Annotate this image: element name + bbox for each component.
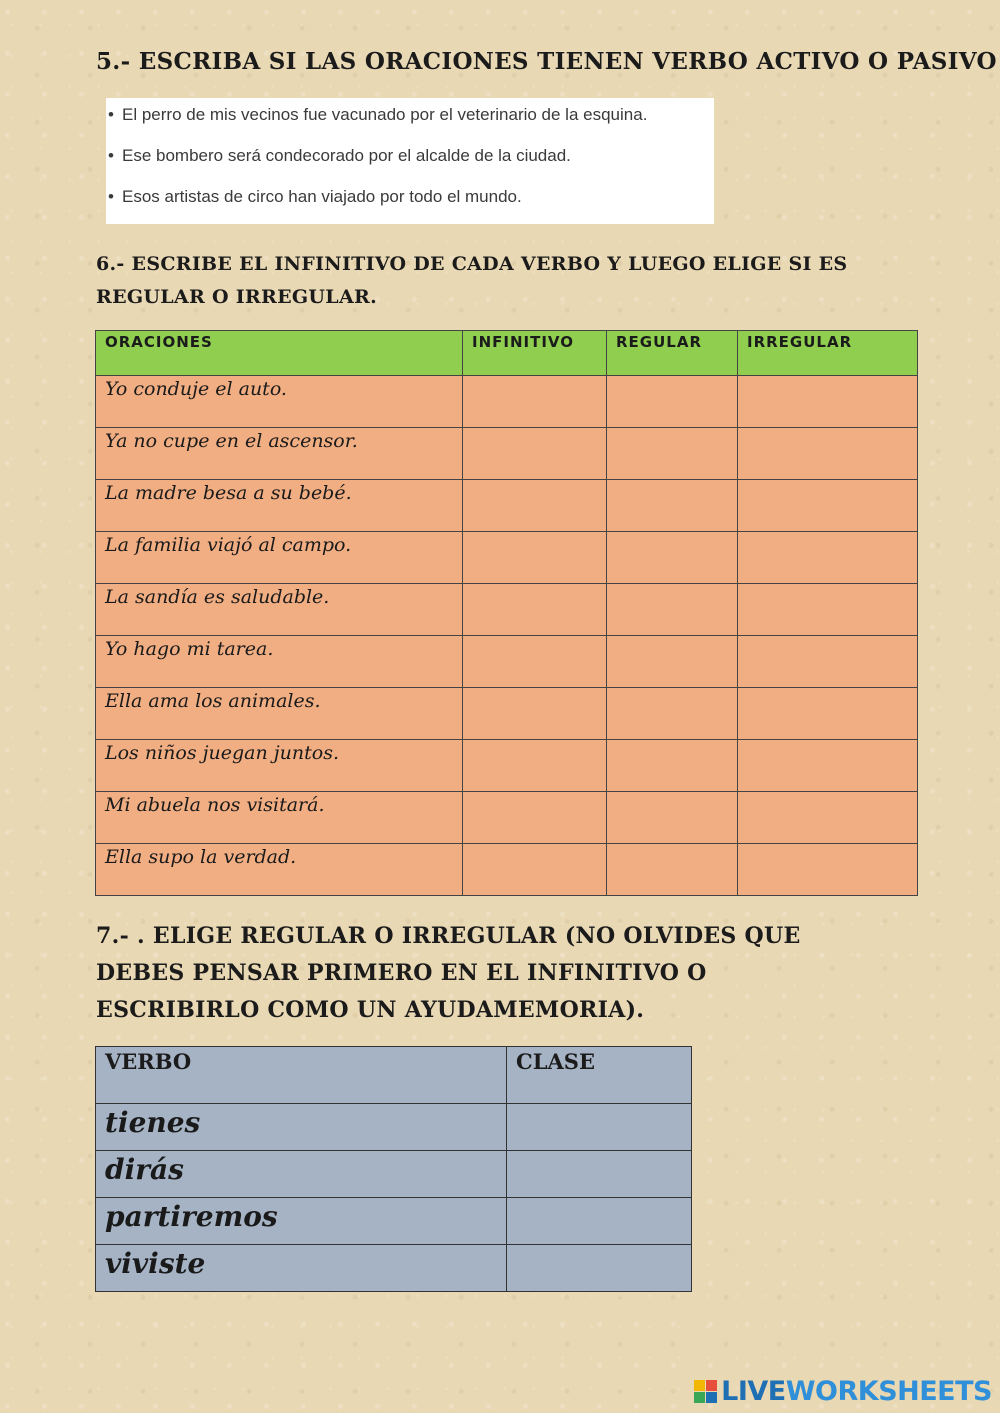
irregular-answer-cell[interactable] — [738, 428, 918, 480]
regular-answer-cell[interactable] — [607, 740, 738, 792]
table-row — [96, 480, 918, 532]
table-row — [96, 636, 918, 688]
table-row — [96, 1245, 692, 1292]
list-item: • El perro de mis vecinos fue vacunado por el veterinario de la esquina. — [106, 104, 714, 145]
list-item: • Esos artistas de circo han viajado por todo el mundo. — [106, 186, 714, 227]
regular-answer-cell[interactable] — [607, 688, 738, 740]
column-header-oraciones: ORACIONES — [96, 331, 463, 376]
regular-answer-cell[interactable] — [607, 792, 738, 844]
irregular-answer-cell[interactable] — [738, 584, 918, 636]
table-row — [96, 428, 918, 480]
irregular-answer-cell[interactable] — [738, 480, 918, 532]
verb-cell: dirás — [96, 1151, 507, 1198]
irregular-answer-cell[interactable] — [738, 740, 918, 792]
sentence-cell: Mi abuela nos visitará. — [96, 792, 463, 844]
irregular-answer-cell[interactable] — [738, 844, 918, 896]
sentence-cell: La madre besa a su bebé. — [96, 480, 463, 532]
regular-answer-cell[interactable] — [607, 584, 738, 636]
sentence-cell: Yo conduje el auto. — [96, 376, 463, 428]
infinitive-answer-cell[interactable] — [463, 584, 607, 636]
table-row — [96, 688, 918, 740]
verb-class-table — [95, 1046, 692, 1292]
verb-infinitive-table — [95, 330, 918, 896]
infinitive-answer-cell[interactable] — [463, 792, 607, 844]
infinitive-answer-cell[interactable] — [463, 428, 607, 480]
irregular-answer-cell[interactable] — [738, 636, 918, 688]
section6-heading: 6.- ESCRIBE EL INFINITIVO DE CADA VERBO Y LUEGO ELIGE SI ES REGULAR O IRREGULAR. — [96, 253, 848, 308]
table-row — [96, 1151, 692, 1198]
class-answer-cell[interactable] — [507, 1151, 692, 1198]
sentence-cell: Yo hago mi tarea. — [96, 636, 463, 688]
irregular-answer-cell[interactable] — [738, 532, 918, 584]
irregular-answer-cell[interactable] — [738, 376, 918, 428]
sentence-cell: La familia viajó al campo. — [96, 532, 463, 584]
regular-answer-cell[interactable] — [607, 532, 738, 584]
column-header-clase: CLASE — [507, 1047, 692, 1104]
infinitive-answer-cell[interactable] — [463, 532, 607, 584]
class-answer-cell[interactable] — [507, 1198, 692, 1245]
infinitive-answer-cell[interactable] — [463, 844, 607, 896]
column-header-regular: REGULAR — [607, 331, 738, 376]
regular-answer-cell[interactable] — [607, 636, 738, 688]
infinitive-answer-cell[interactable] — [463, 688, 607, 740]
column-header-verbo: VERBO — [96, 1047, 507, 1104]
table-row — [96, 844, 918, 896]
irregular-answer-cell[interactable] — [738, 688, 918, 740]
irregular-answer-cell[interactable] — [738, 792, 918, 844]
table-row — [96, 792, 918, 844]
infinitive-answer-cell[interactable] — [463, 480, 607, 532]
column-header-infinitivo: INFINITIVO — [463, 331, 607, 376]
regular-answer-cell[interactable] — [607, 376, 738, 428]
regular-answer-cell[interactable] — [607, 428, 738, 480]
class-answer-cell[interactable] — [507, 1245, 692, 1292]
section5-heading: 5.- ESCRIBA SI LAS ORACIONES TIENEN VERBO ACTIVO O PASIVO — [96, 48, 997, 75]
infinitive-answer-cell[interactable] — [463, 740, 607, 792]
sentence-cell: Ella ama los animales. — [96, 688, 463, 740]
regular-answer-cell[interactable] — [607, 844, 738, 896]
table-row — [96, 1104, 692, 1151]
infinitive-answer-cell[interactable] — [463, 376, 607, 428]
table-row — [96, 584, 918, 636]
infinitive-answer-cell[interactable] — [463, 636, 607, 688]
table-row — [96, 532, 918, 584]
logo-text-worksheets: WORKSHEETS — [785, 1376, 992, 1407]
table-row — [96, 376, 918, 428]
verb-cell: tienes — [96, 1104, 507, 1151]
table-row — [96, 1198, 692, 1245]
class-answer-cell[interactable] — [507, 1104, 692, 1151]
sentence-cell: Ella supo la verdad. — [96, 844, 463, 896]
regular-answer-cell[interactable] — [607, 480, 738, 532]
table-header-row — [96, 331, 918, 376]
liveworksheets-logo-icon — [694, 1380, 717, 1403]
logo-text-live: LIVE — [721, 1376, 786, 1407]
verb-cell: viviste — [96, 1245, 507, 1292]
liveworksheets-logo — [694, 1376, 992, 1407]
section7-heading: 7.- . ELIGE REGULAR O IRREGULAR (NO OLVIDES QUE DEBES PENSAR PRIMERO EN EL INFINITIVO O ESCRIBIRLO COMO UN AYUDAMEMORIA). — [96, 923, 801, 1023]
sentence-cell: Los niños juegan juntos. — [96, 740, 463, 792]
table-row — [96, 740, 918, 792]
sentence-cell: Ya no cupe en el ascensor. — [96, 428, 463, 480]
table-header-row — [96, 1047, 692, 1104]
column-header-irregular: IRREGULAR — [738, 331, 918, 376]
list-item: • Ese bombero será condecorado por el alcalde de la ciudad. — [106, 145, 714, 186]
sentence-cell: La sandía es saludable. — [96, 584, 463, 636]
verb-cell: partiremos — [96, 1198, 507, 1245]
section5-sentence-list — [106, 98, 714, 224]
